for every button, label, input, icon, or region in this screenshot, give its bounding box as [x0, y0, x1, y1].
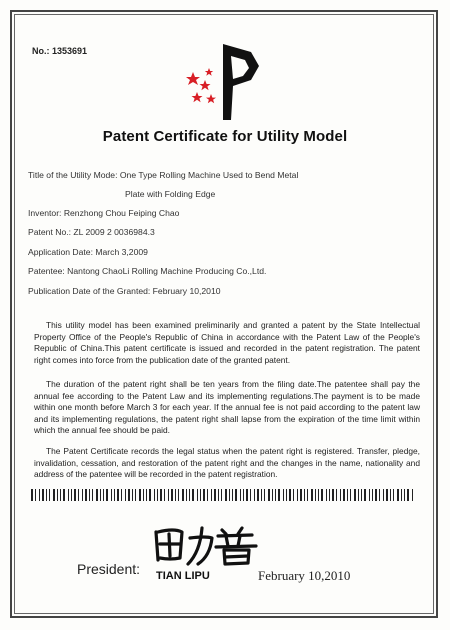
paragraph-examination: This utility model has been examined preliminarily and granted a patent by the State Intellectual Property Office of the People's Republic of China in accordance with the Patent Law of the People's Republic of China.This patent certificate is issued and recorded in the patent registration. The patent right comes into force from the publication date of the granted patent.	[34, 320, 420, 365]
paragraph-legal-status: The Patent Certificate records the legal status when the patent right is registered. Transfer, pledge, invalidation, cessation, and restoration of the patent right and the changes in the name, nationality and address of the patentee will be recorded in the patent registration.	[34, 446, 420, 480]
barcode	[31, 489, 417, 501]
patent-number: Patent No.: ZL 2009 2 0036984.3	[28, 227, 155, 237]
certificate-title: Patent Certificate for Utility Model	[102, 128, 348, 145]
paragraph-duration: The duration of the patent right shall be ten years from the filing date.The patentee shall pay the annual fee according to the Patent Law and its implementing regulations.The payment is to be made within one month before March 3 for each year. If the annual fee is not paid according to the patent law and its implementing regulations, the patent right shall lapse from the expiration of the time limit within which the annual fee should be paid.	[34, 379, 420, 436]
handwritten-signature	[150, 522, 265, 568]
patentee: Patentee: Nantong ChaoLi Rolling Machine Producing Co.,Ltd.	[28, 266, 267, 276]
president-label: President:	[77, 561, 141, 577]
application-date: Application Date: March 3,2009	[28, 247, 148, 257]
cnipa-logo-icon	[175, 42, 275, 122]
utility-model-title-continued: Plate with Folding Edge	[125, 189, 216, 199]
publication-date: Publication Date of the Granted: February 10,2010	[28, 286, 221, 296]
signature-date: February 10,2010	[258, 568, 351, 583]
signer-name: TIAN LIPU	[156, 570, 210, 582]
utility-model-title: Title of the Utility Mode: One Type Rolling Machine Used to Bend Metal	[28, 170, 299, 180]
certificate-number: No.: 1353691	[32, 46, 88, 56]
inventor: Inventor: Renzhong Chou Feiping Chao	[28, 208, 180, 218]
